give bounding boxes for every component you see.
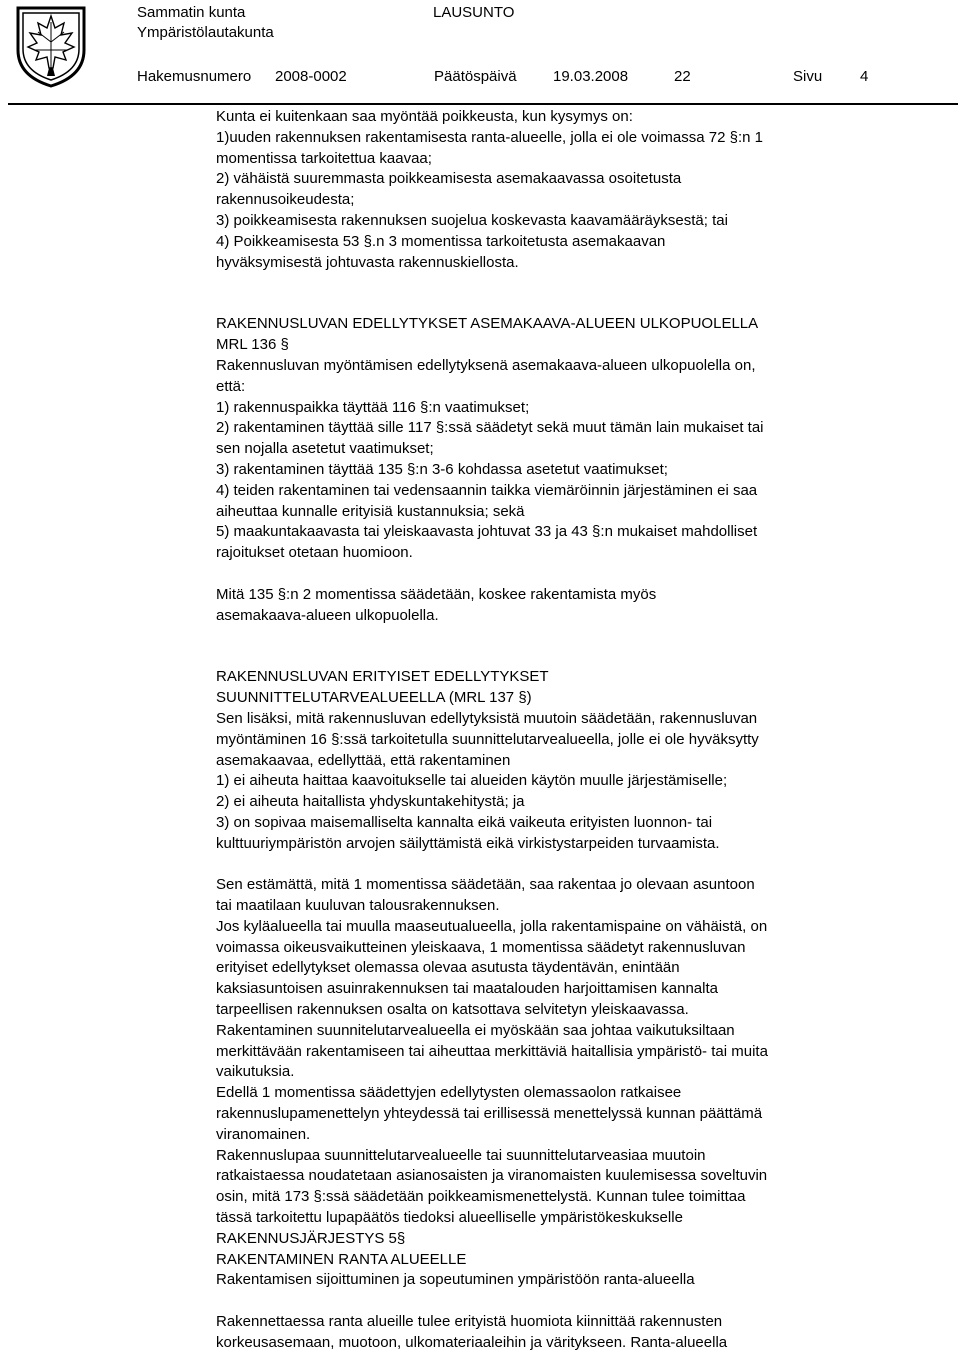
case-number-label: Hakemusnumero xyxy=(137,68,252,85)
section-number: 22 xyxy=(674,68,691,85)
document-type: LAUSUNTO xyxy=(433,4,515,21)
case-number: 2008-0002 xyxy=(275,68,347,85)
page-number: 4 xyxy=(860,68,869,85)
page-label: Sivu xyxy=(793,68,823,85)
decision-date-label: Päätöspäivä xyxy=(434,68,517,85)
paragraph-mrl-136: RAKENNUSLUVAN EDELLYTYKSET ASEMAKAAVA-ALUEEN ULKOPUOLELLA MRL 136 § Rakennusluvan myöntämisen edellytyksenä asemakaava-alueen ulkopuolella on, että: 1) rakennuspaikka täyttää 116 §:n vaatimukset; 2) rakentaminen täyttää sille 117 §:ssä säädetyt sekä muut tämän lain mukaiset tai sen nojalla asetetut vaatimukset; 3) rakentaminen täyttää 135 §:n 3-6 kohdassa asetetut vaatimukset; 4) teiden rakentaminen tai vedensaannin taikka viemäröinnin järjestäminen ei saa aiheuttaa kunnalle erityisiä kustannuksia; sekä 5) maakuntakaavasta tai yleiskaavasta johtuvat 33 ja 43 §:n mukaiset mahdolliset rajoitukset otetaan huomioon. xyxy=(216,315,764,562)
paragraph-exceptions: Kunta ei kuitenkaan saa myöntää poikkeusta, kun kysymys on: 1)uuden rakennuksen rakentamisesta ranta-alueelle, jolla ei ole voimassa 72 §:n 1 momentissa tarkoitettua kaavaa; 2) vähäistä suuremmasta poikkeamisesta asemakaavassa osoitetusta rakennusoikeudesta; 3) poikkeamisesta rakennuksen suojelua koskevasta kaavamääräyksestä; tai 4) Poikkeamisesta 53 §.n 3 momentissa tarkoitetusta asemakaavan hyväksymisestä johtuvasta rakennuskiellosta. xyxy=(216,108,763,271)
paragraph-shore-building: Rakennettaessa ranta alueille tulee erityistä huomiota kiinnittää rakennusten korkeusasemaan, muotoon, ulkomateriaaleihin ja väritykseen. Ranta-alueella xyxy=(216,1313,728,1351)
paragraph-special-conditions: Sen estämättä, mitä 1 momentissa säädetään, saa rakentaa jo olevaan asuntoon tai maatilaan kuuluvan talousrakennuksen. Jos kyläalueella tai muulla maaseutualueella, jolla rakentamispaine on vähäistä, on voimassa oikeusvaikutteinen yleiskaava, 1 momentissa säädetyt rakennusluvan erityiset edellytykset olemassa olevaa asutusta täydentävän, enintään kaksiasuntoisen asuinrakennuksen tai maatalouden harjoittamisen kannalta tarpeellisen rakennuksen osalta on katsottava selvitetyn yleiskaavassa. Rakentaminen suunnitelutarvealueella ei myöskään saa johtaa vaikutuksiltaan merkittävään rakentamiseen tai aiheuttaa merkittäviä haitallisia ympäristö- tai muita vaikutuksia. Edellä 1 momentissa säädettyjen edellytysten olemassaolon ratkaisee rakennuslupamenettelyn yhteydessä tai erillisessä menettelyssä kunnan päättämä viranomainen. Rakennuslupaa suunnittelutarvealueelle tai suunnittelutarveasiaa muutoin ratkaistaessa noudatetaan asianosaisten ja viranomaisten kuulemisessa soveltuvin osin, mitä 173 §:ssä säädetään poikkeamismenettelystä. Kunnan tulee toimittaa tässä tarkoitettu lupapäätös tiedoksi alueelliselle ympäristökeskukselle RAKENNUSJÄRJESTYS 5§ RAKENTAMINEN RANTA ALUEELLE Rakentamisen sijoittuminen ja sopeutuminen ympäristöön ranta-alueella xyxy=(216,876,768,1289)
paragraph-135-moment2: Mitä 135 §:n 2 momentissa säädetään, koskee rakentamista myös asemakaava-alueen ulkopuolella. xyxy=(216,585,657,624)
document-body xyxy=(216,107,816,1354)
municipal-coat-of-arms-icon xyxy=(8,2,94,88)
decision-date: 19.03.2008 xyxy=(553,68,629,85)
header-divider xyxy=(8,103,958,105)
paragraph-mrl-137: RAKENNUSLUVAN ERITYISET EDELLYTYKSET SUUNNITTELUTARVEALUEELLA (MRL 137 §) Sen lisäksi, mitä rakennusluvan edellytyksistä muutoin säädetään, rakennusluvan myöntäminen 16 §:ssä tarkoitetulla suunnittelutarvealueella, jolle ei ole hyväksytty asemakaavaa, edellyttää, että rakentaminen 1) ei aiheuta haittaa kaavoitukselle tai alueiden käytön muulle järjestämiselle; 2) ei aiheuta haitallista yhdyskuntakehitystä; ja 3) on sopivaa maisemalliselta kannalta eikä vaikeuta erityisten luonnon- tai kulttuuriympäristön arvojen säilyttämistä eikä virkistystarpeiden turvaamista. xyxy=(216,668,759,852)
municipality-name: Sammatin kunta xyxy=(137,4,246,21)
committee-name: Ympäristölautakunta xyxy=(137,24,274,41)
